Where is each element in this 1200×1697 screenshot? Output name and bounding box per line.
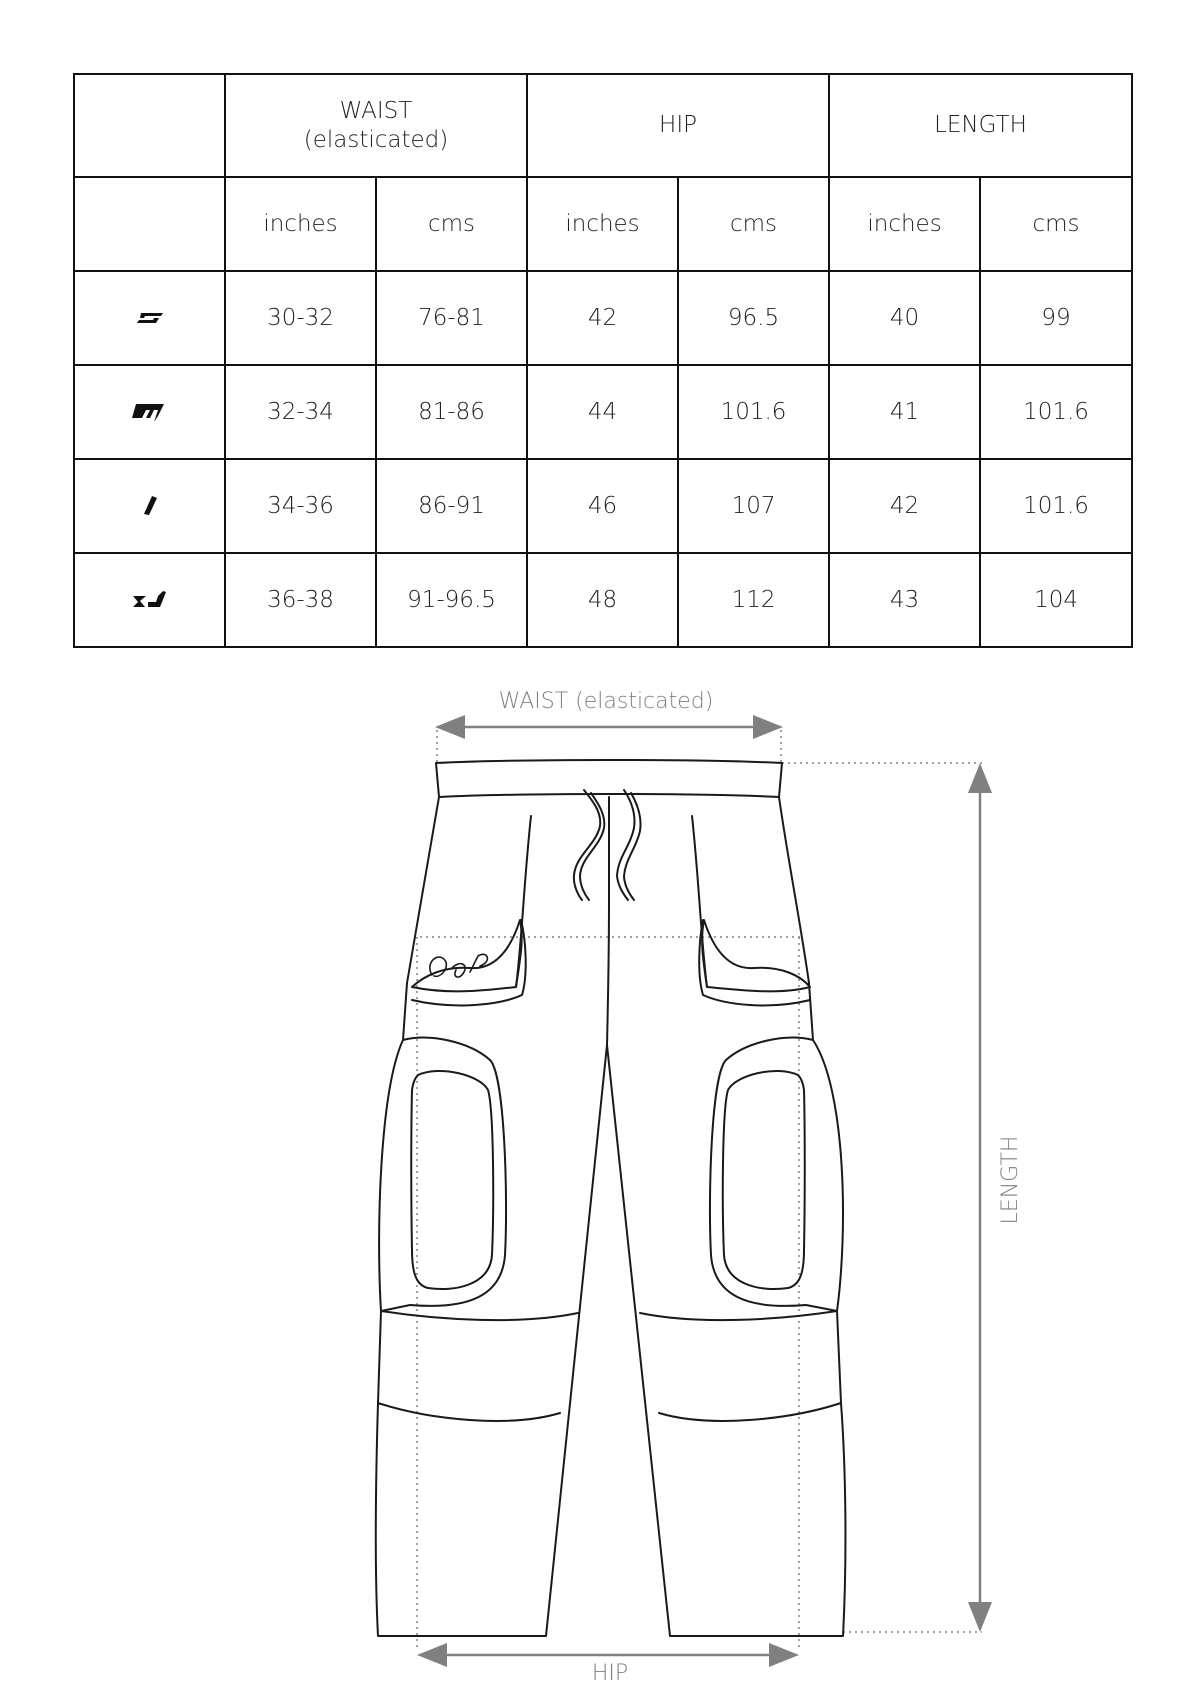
size-label-cell bbox=[74, 553, 225, 647]
size-chart-table bbox=[73, 73, 1133, 648]
unit-cell: cms bbox=[980, 177, 1132, 271]
size-l-icon bbox=[140, 494, 160, 518]
header-length-label: LENGTH bbox=[934, 112, 1027, 138]
unit-cell: cms bbox=[376, 177, 527, 271]
value-cell: 76-81 bbox=[376, 271, 527, 365]
size-label-cell bbox=[74, 365, 225, 459]
table-row bbox=[74, 365, 1132, 459]
value-cell: 41 bbox=[829, 365, 980, 459]
header-waist bbox=[225, 74, 527, 177]
value-cell: 101.6 bbox=[980, 365, 1132, 459]
unit-cell: inches bbox=[225, 177, 376, 271]
table-row bbox=[74, 553, 1132, 647]
hip-dimension-label: HIP bbox=[591, 1661, 629, 1686]
value-cell: 32-34 bbox=[225, 365, 376, 459]
table-row bbox=[74, 271, 1132, 365]
header-hip bbox=[527, 74, 829, 177]
value-cell: 81-86 bbox=[376, 365, 527, 459]
value-cell: 96.5 bbox=[678, 271, 829, 365]
header-waist-label: WAIST bbox=[339, 97, 413, 124]
header-hip-label: HIP bbox=[659, 112, 697, 138]
pants-illustration bbox=[376, 760, 846, 1636]
value-cell: 101.6 bbox=[678, 365, 829, 459]
table-header-groups bbox=[74, 74, 1132, 177]
value-cell: 43 bbox=[829, 553, 980, 647]
value-cell: 36-38 bbox=[225, 553, 376, 647]
value-cell: 99 bbox=[980, 271, 1132, 365]
size-s-icon bbox=[135, 310, 165, 326]
length-dimension-line bbox=[782, 763, 982, 1632]
unit-cell: inches bbox=[527, 177, 678, 271]
size-m-icon bbox=[130, 400, 170, 424]
corner-cell bbox=[74, 74, 225, 177]
value-cell: 42 bbox=[527, 271, 678, 365]
value-cell: 30-32 bbox=[225, 271, 376, 365]
value-cell: 34-36 bbox=[225, 459, 376, 553]
value-cell: 112 bbox=[678, 553, 829, 647]
table-header-units bbox=[74, 177, 1132, 271]
size-label-cell bbox=[74, 459, 225, 553]
value-cell: 40 bbox=[829, 271, 980, 365]
pants-measurement-diagram bbox=[0, 660, 1200, 1697]
value-cell: 104 bbox=[980, 553, 1132, 647]
value-cell: 101.6 bbox=[980, 459, 1132, 553]
table-row bbox=[74, 459, 1132, 553]
value-cell: 86-91 bbox=[376, 459, 527, 553]
value-cell: 46 bbox=[527, 459, 678, 553]
unit-cell: cms bbox=[678, 177, 829, 271]
header-length bbox=[829, 74, 1132, 177]
size-xl-icon bbox=[130, 588, 170, 612]
brand-logo-mark bbox=[430, 954, 488, 977]
value-cell: 42 bbox=[829, 459, 980, 553]
unit-cell: inches bbox=[829, 177, 980, 271]
value-cell: 44 bbox=[527, 365, 678, 459]
value-cell: 48 bbox=[527, 553, 678, 647]
value-cell: 91-96.5 bbox=[376, 553, 527, 647]
length-dimension-label: LENGTH bbox=[998, 1135, 1023, 1225]
size-label-cell bbox=[74, 271, 225, 365]
corner-cell bbox=[74, 177, 225, 271]
value-cell: 107 bbox=[678, 459, 829, 553]
waist-dimension-label: WAIST (elasticated) bbox=[498, 689, 714, 714]
header-waist-sublabel: (elasticated) bbox=[303, 126, 449, 153]
